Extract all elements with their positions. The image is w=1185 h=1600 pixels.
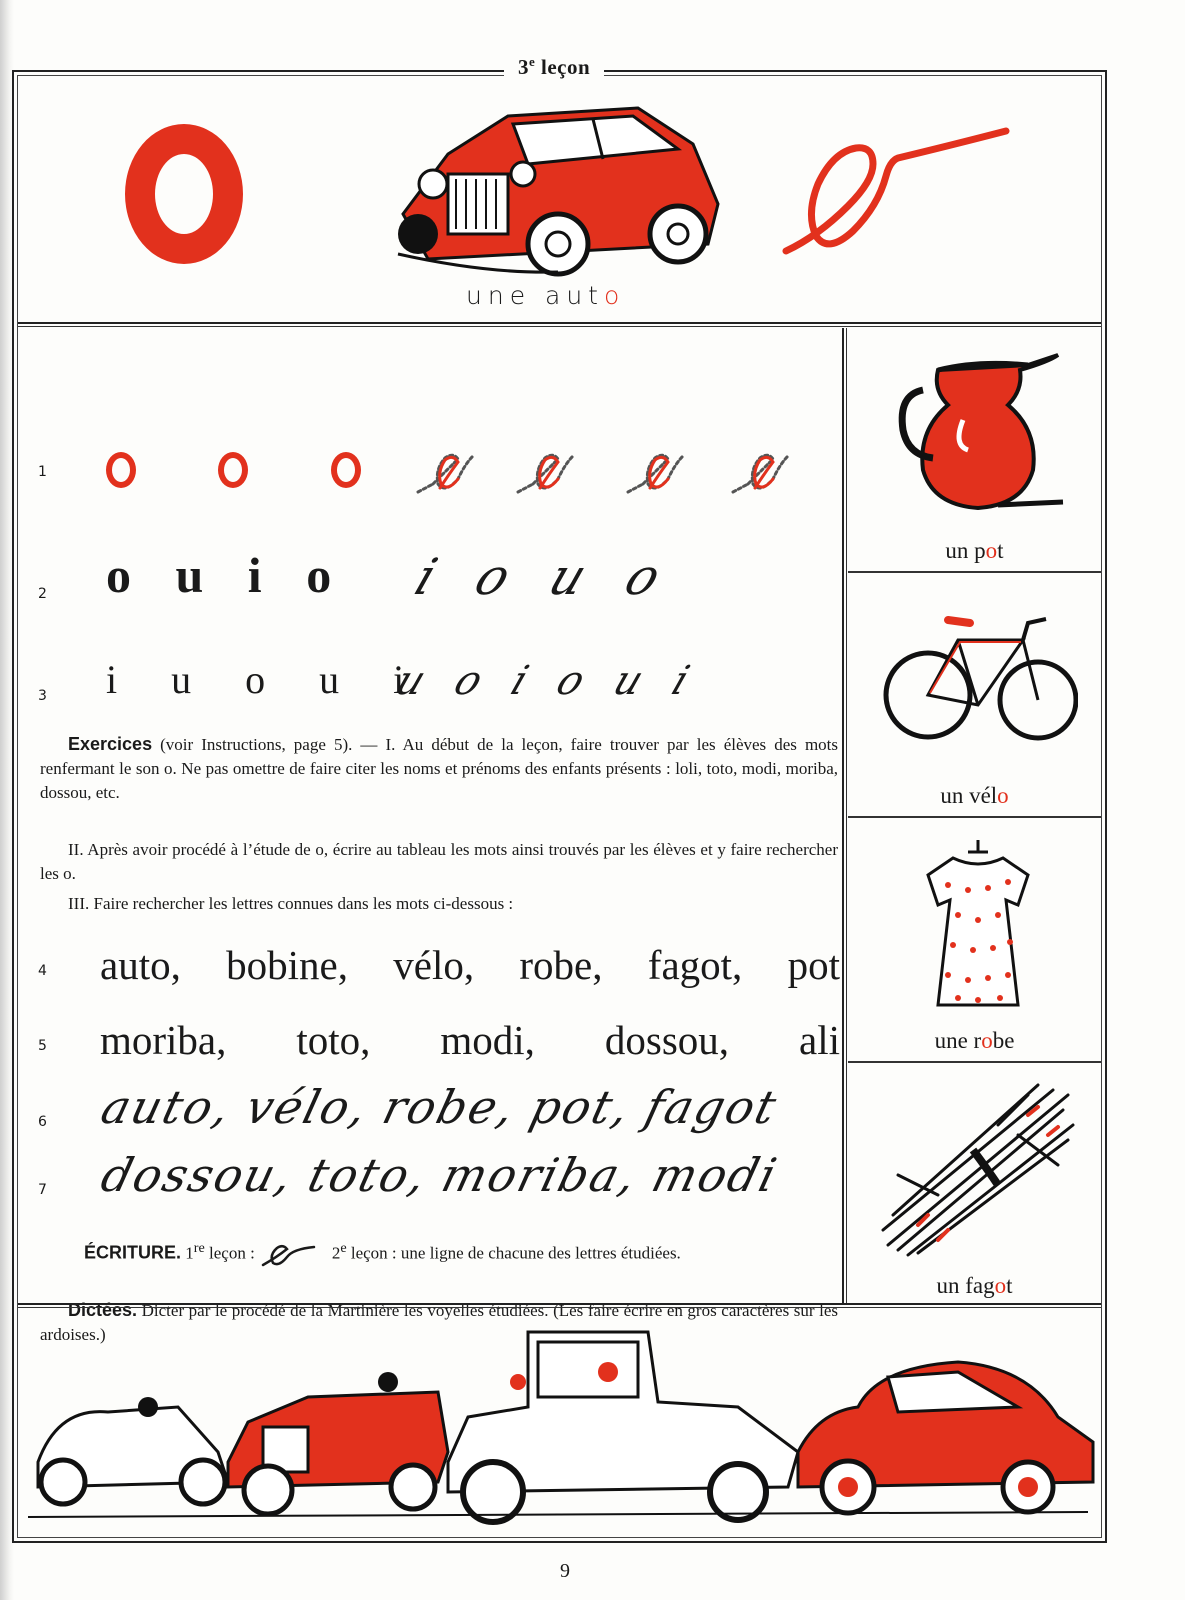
script-o-icon [259,1243,319,1267]
picture-cell-robe [848,818,1101,1063]
lesson-word: leçon [541,55,591,79]
exercise-column [18,336,840,1344]
pot-icon [878,340,1078,530]
word-line-5: moriba, toto, modi, dossou, ali [100,1017,840,1063]
caption-highlight-letter: o [603,281,626,310]
ecriture-label: ÉCRITURE. [84,1242,182,1263]
line-number-4: 4 [38,963,47,979]
ecriture-lesson2-text: leçon : une ligne de chacune des lettres étudiées. [350,1243,681,1263]
script-word-line-6: auto, vélo, robe, pot, fagot [96,1080,784,1134]
caption-highlight-letter: o [981,1028,993,1053]
ecriture-lesson1-number: 1 [185,1243,194,1263]
picture-cell-velo [848,573,1101,818]
big-script-o-icon [778,126,1018,266]
ecriture-paragraph [40,1236,838,1267]
exercices-text: (voir Instructions, page 5). — I. Au début de la leçon, faire trouver par les élèves des mots renfermant le son o. Ne pas omettre de faire citer les noms et prénoms des enfants présents : loli, toto, modi, moriba, dossou, etc. [40,735,839,802]
picture-caption-velo [848,783,1101,809]
line-number-5: 5 [38,1038,47,1054]
instruction-part-2: II. Après avoir procédé à l’étude de o, écrire au tableau les mots ainsi trouvés par les élèves et y faire rechercher les o. [40,840,838,883]
line3-script-letters: u o i o u i [389,658,706,704]
line2-script-letters: i o u o [407,548,683,606]
exercices-label: Exercices [68,734,153,754]
lesson-number-sup: e [529,54,536,69]
bottom-illustration-band [18,1312,1101,1537]
caption-before: p [974,538,986,563]
column-divider [842,328,847,1303]
header-divider [18,322,1101,327]
bicycle-icon [878,585,1078,775]
line-number-7: 7 [38,1182,47,1198]
line-number-6: 6 [38,1114,47,1130]
ecriture-lesson2-sup: e [340,1240,347,1256]
caption-article: un [936,1273,960,1298]
page-number: 9 [560,1560,570,1582]
caption-highlight-letter: o [997,783,1009,808]
lesson-page [12,54,1107,1550]
car-illustration-icon [388,94,738,284]
caption-article: un [940,783,964,808]
ecriture-lesson1-text: leçon : [209,1243,255,1263]
picture-column [848,328,1101,1303]
line3-printed-letters: i u o u i [106,657,427,702]
header-caption [466,281,625,310]
word-line-4: auto, bobine, vélo, robe, fagot, pot [100,942,840,988]
caption-after: t [997,538,1004,563]
picture-caption-pot [848,538,1101,564]
line-number-1: 1 [38,464,47,480]
lesson-number: 3 [518,55,529,79]
line-number-3: 3 [38,688,47,704]
dictees-text: Dicter par le procédé de la Martinière les voyelles étudiées. (Les faire écrire en gros caractères sur les ardoises.) [40,1301,839,1344]
caption-after: t [1006,1273,1013,1298]
line-number-2: 2 [38,586,47,602]
caption-highlight-letter: o [994,1273,1007,1298]
ecriture-lesson1-sup: re [193,1240,205,1256]
fagot-icon [878,1075,1078,1265]
picture-caption-robe [848,1028,1101,1054]
caption-article: un [945,538,969,563]
print-o-icon [331,452,361,488]
caption-before: fag [965,1273,995,1298]
picture-caption-fagot [848,1273,1101,1299]
caption-prefix: une aut [466,281,604,310]
picture-cell-pot [848,328,1101,573]
line2-printed-letters: o u i o [106,547,348,603]
bottom-divider [18,1303,1101,1308]
cars-parade-icon [18,1312,1101,1537]
instruction-part-3: III. Faire rechercher les lettres connues dans les mots ci-dessous : [68,894,514,913]
picture-cell-fagot [848,1063,1101,1308]
exercices-paragraph [40,732,838,805]
caption-after: be [992,1028,1015,1053]
caption-highlight-letter: o [985,538,998,563]
ecriture-lesson2-number: 2 [331,1243,341,1263]
caption-article: une [934,1028,968,1053]
big-printed-o-icon [125,124,243,264]
dictees-label: Dictées. [68,1300,138,1320]
caption-before: vél [969,783,998,808]
caption-before: r [973,1028,982,1053]
header-band [18,76,1101,326]
dress-icon [878,830,1078,1020]
script-o-row-icon [413,444,813,499]
print-o-icon [106,452,136,488]
print-o-icon [218,452,248,488]
script-word-line-7: dossou, toto, moriba, modi [96,1148,784,1202]
